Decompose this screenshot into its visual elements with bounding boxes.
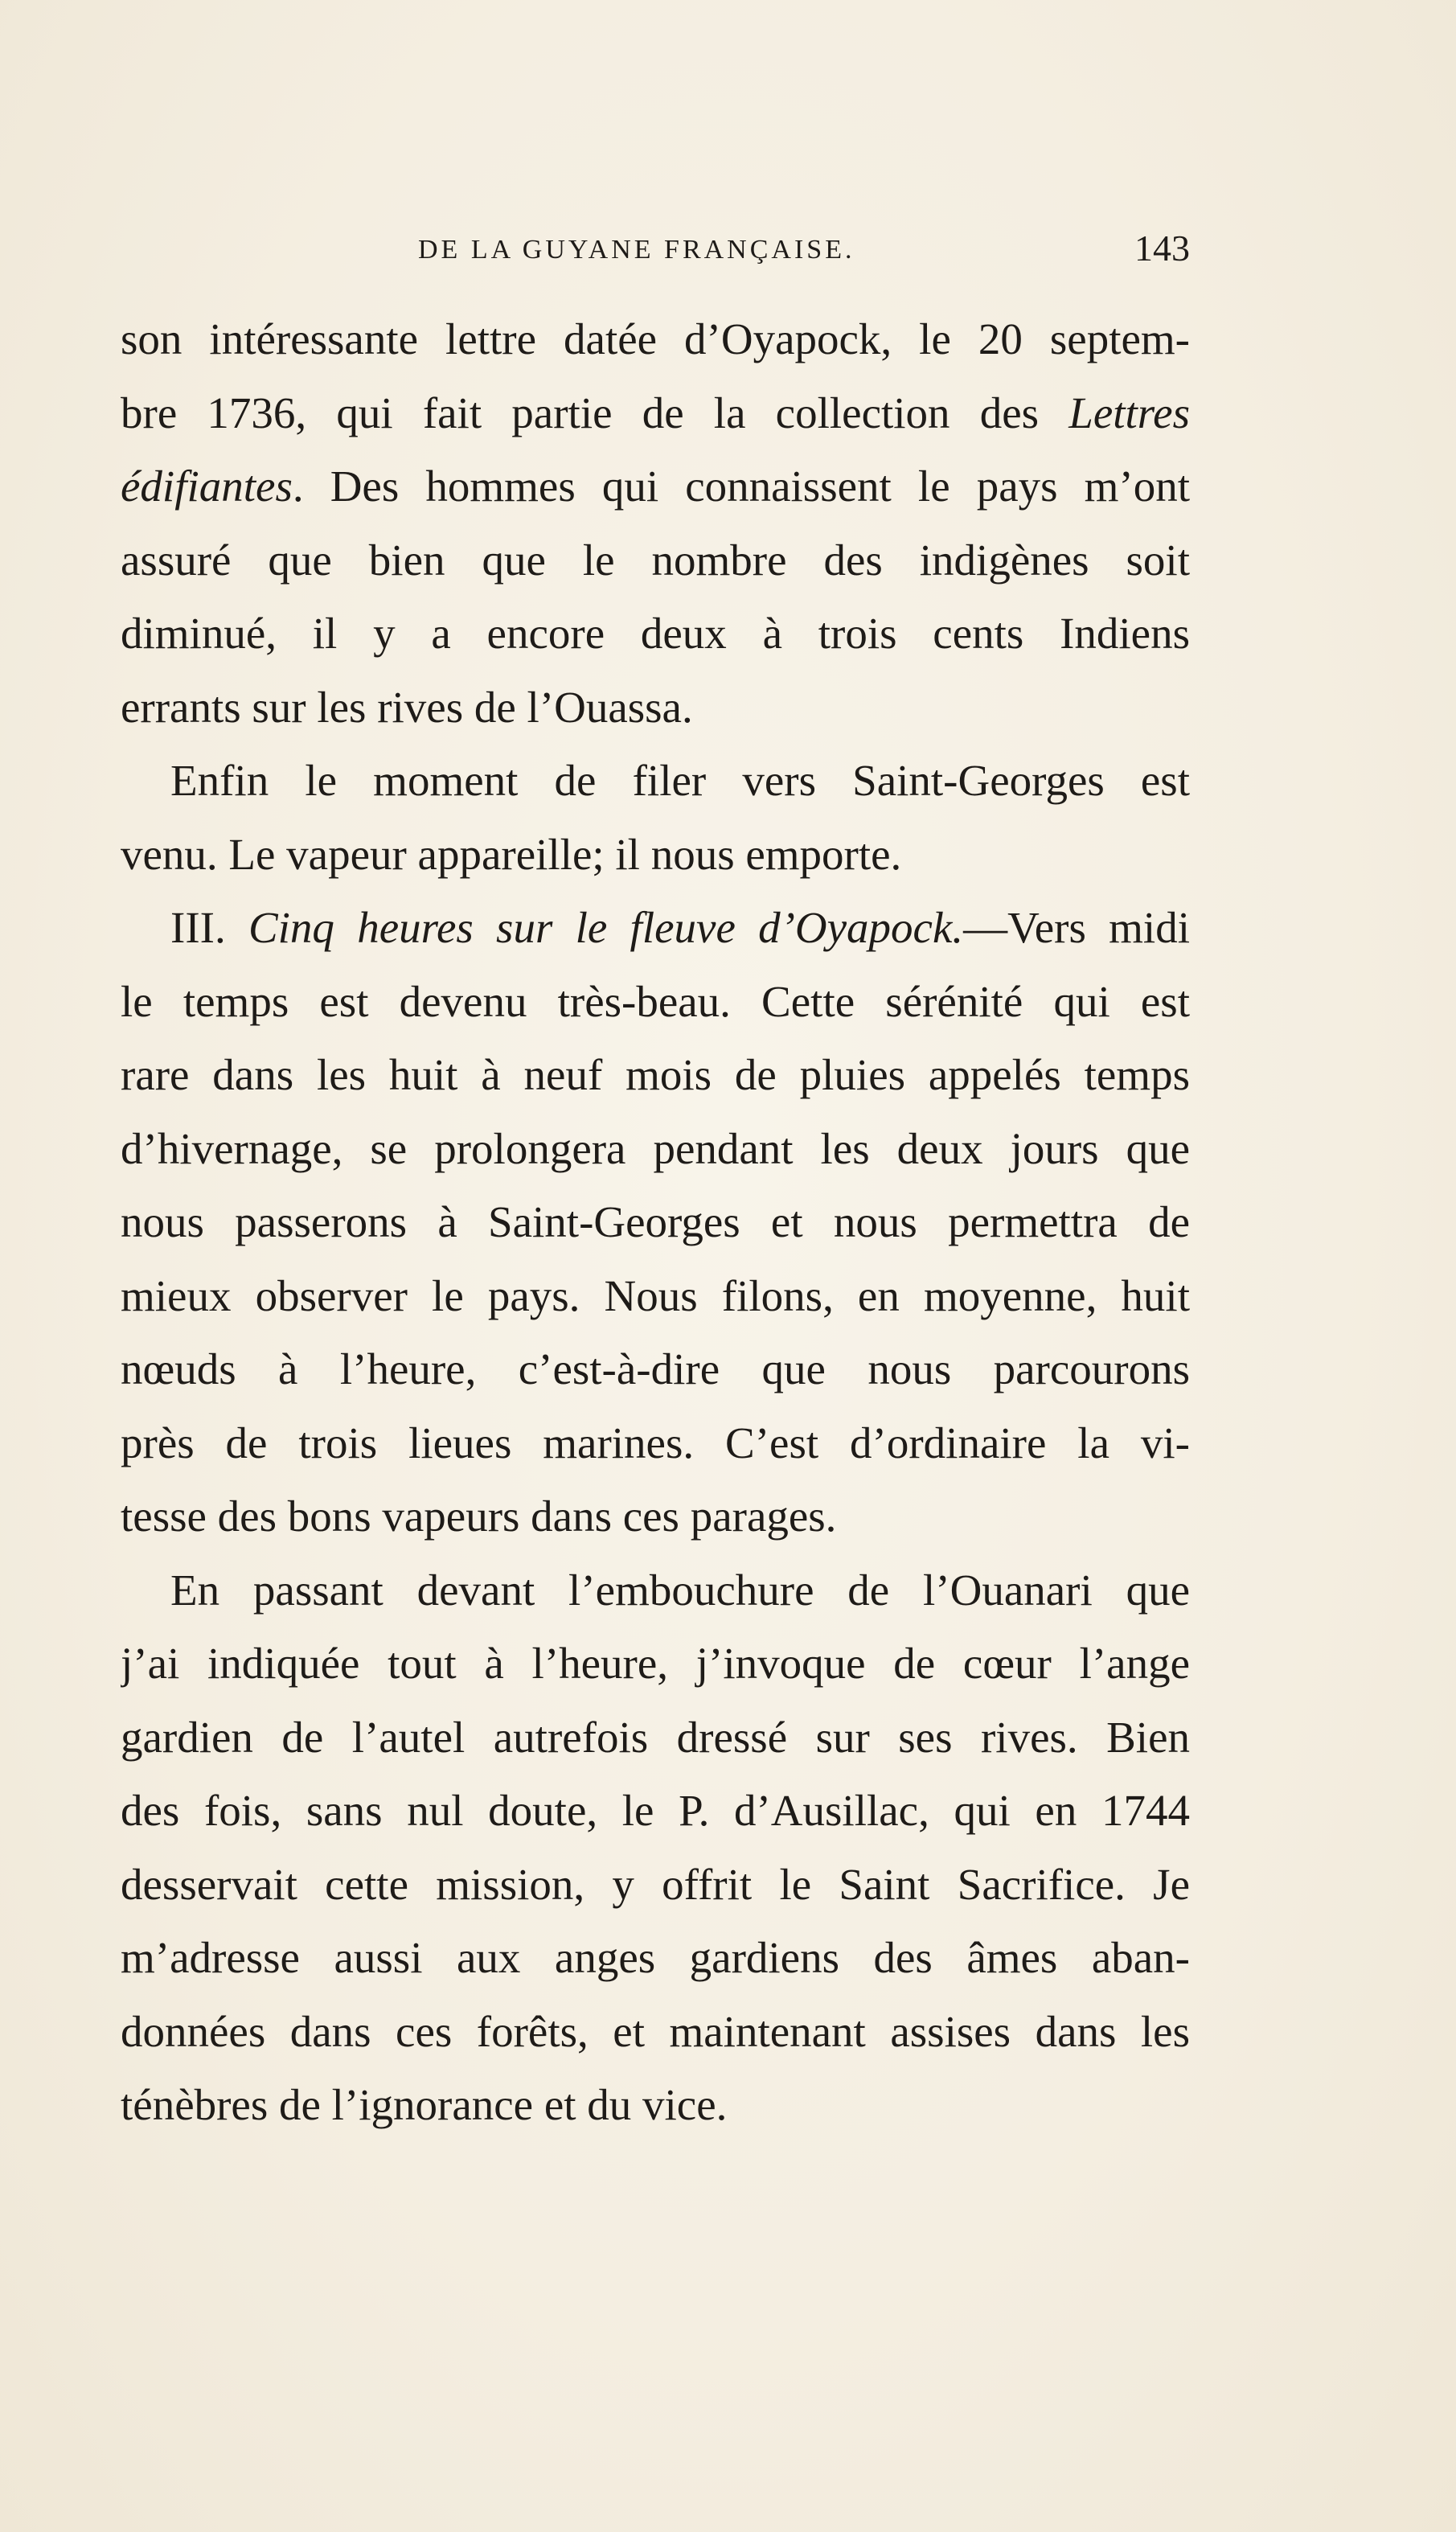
text-line: diminué, il y a encore deux à trois cents Indiens xyxy=(121,609,1190,658)
text-line xyxy=(121,376,1190,450)
section-number: III. xyxy=(170,903,226,952)
text-segment: —Vers midi xyxy=(963,903,1190,952)
italic-title: édifiantes xyxy=(121,462,293,511)
text-line: son intéressante lettre datée d’Oyapock, le 20 septem- xyxy=(121,314,1190,363)
text-line: nœuds à l’heure, c’est-à-dire que nous parcourons xyxy=(121,1344,1190,1393)
text-line: tesse des bons vapeurs dans ces parages. xyxy=(121,1492,837,1541)
text-line: d’hivernage, se prolongera pendant les deux jours que xyxy=(121,1123,1190,1173)
text-line: m’adresse aussi aux anges gardiens des âmes aban- xyxy=(121,1933,1190,1982)
running-head xyxy=(121,227,1190,275)
running-title: DE LA GUYANE FRANÇAISE. xyxy=(418,235,855,265)
section-heading-line xyxy=(121,891,1190,965)
text-line: mieux observer le pays. Nous filons, en moyenne, huit xyxy=(121,1270,1190,1320)
text-line: ténèbres de l’ignorance et du vice. xyxy=(121,2080,728,2129)
section-title: Cinq heures sur le fleuve d’Oyapock. xyxy=(248,903,964,952)
text-line: errants sur les rives de l’Ouassa. xyxy=(121,682,693,732)
text-line: des fois, sans nul doute, le P. d’Ausillac, qui en 1744 xyxy=(121,1786,1190,1835)
text-line: Enfin le moment de filer vers Saint-Georges est xyxy=(170,756,1190,805)
text-line: j’ai indiquée tout à l’heure, j’invoque de cœur l’ange xyxy=(121,1639,1190,1688)
text-line: venu. Le vapeur appareille; il nous emporte. xyxy=(121,829,902,879)
text-line: données dans ces forêts, et maintenant assises dans les xyxy=(121,2006,1190,2056)
text-line: rare dans les huit à neuf mois de pluies appelés temps xyxy=(121,1050,1190,1099)
text-segment: . Des hommes qui connaissent le pays m’ont xyxy=(292,462,1190,511)
body-text xyxy=(121,302,1190,2142)
text-line: gardien de l’autel autrefois dressé sur ses rives. Bien xyxy=(121,1712,1190,1762)
text-line: En passant devant l’embouchure de l’Ouanari que xyxy=(170,1565,1190,1615)
italic-title: Lettres xyxy=(1068,388,1190,437)
page-number: 143 xyxy=(1134,228,1190,269)
text-line: desservait cette mission, y offrit le Saint Sacrifice. Je xyxy=(121,1859,1190,1909)
text-line: nous passerons à Saint-Georges et nous permettra de xyxy=(121,1197,1190,1246)
text-line xyxy=(121,449,1190,523)
text-line: le temps est devenu très-beau. Cette sérénité qui est xyxy=(121,976,1190,1026)
text-segment: bre 1736, qui fait partie de la collection des xyxy=(121,388,1069,437)
text-line: près de trois lieues marines. C’est d’ordinaire la vi- xyxy=(121,1418,1190,1467)
text-line: assuré que bien que le nombre des indigènes soit xyxy=(121,535,1190,585)
